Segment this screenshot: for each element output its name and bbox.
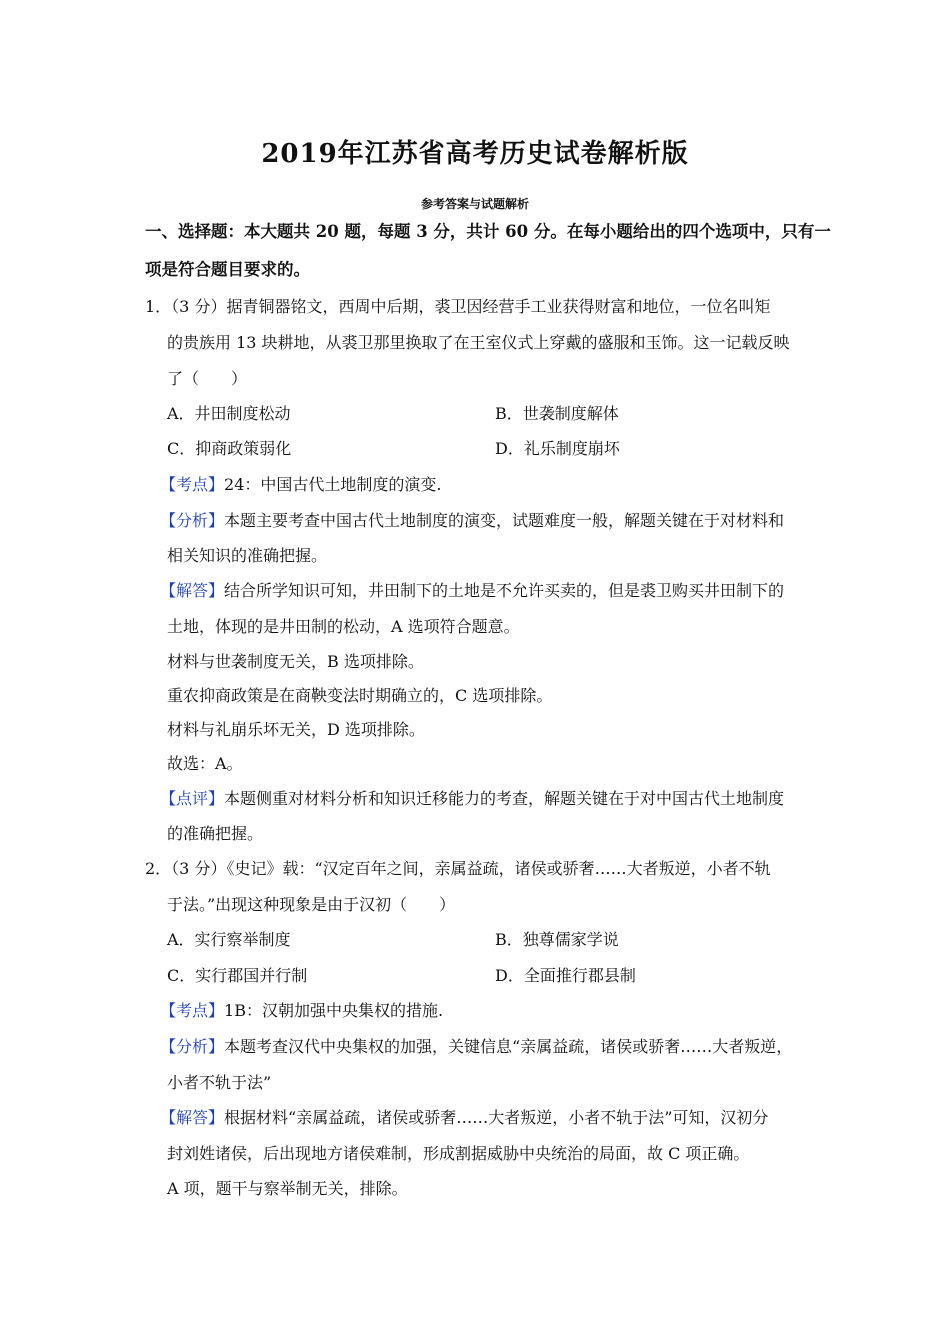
question-2-fenxi-cont: 小者不轨于法” — [167, 1073, 272, 1092]
question-1-stem-cont: 的贵族用 13 块耕地，从裘卫那里换取了在王室仪式上穿戴的盛服和玉饰。这一记载反映 — [167, 333, 790, 352]
jieda-text: 结合所学知识可知，井田制下的土地是不允许买卖的，但是裘卫购买井田制下的 — [224, 581, 785, 600]
question-1-dianping — [160, 789, 784, 809]
question-1-jieda — [160, 581, 784, 601]
question-2-option-b: B．独尊儒家学说 — [495, 930, 619, 949]
question-1-answer: 故选：A。 — [167, 754, 243, 773]
question-1-kaodian — [160, 475, 441, 495]
question-2-jieda — [160, 1108, 768, 1128]
question-1-jieda-line5: 材料与礼崩乐坏无关，D 选项排除。 — [167, 720, 425, 739]
question-2-kaodian — [160, 1001, 443, 1021]
jieda-tag: 【解答】 — [160, 581, 225, 600]
question-1-jieda-line3: 材料与世袭制度无关，B 选项排除。 — [167, 652, 424, 671]
question-2-stem-cont: 于法。”出现这种现象是由于汉初（ ） — [167, 895, 456, 914]
question-1-option-d: D．礼乐制度崩坏 — [495, 439, 620, 458]
section-heading: 一、选择题：本大题共 20 题，每题 3 分，共计 60 分。在每小题给出的四个选项中，只有一 — [145, 222, 831, 241]
question-1-fenxi-cont: 相关知识的准确把握。 — [167, 546, 328, 565]
section-heading-cont: 项是符合题目要求的。 — [145, 260, 310, 279]
question-1-stem: 1．（3 分）据青铜器铭文，西周中后期，裘卫因经营手工业获得财富和地位，一位名叫矩 — [145, 297, 771, 316]
question-1-option-b: B．世袭制度解体 — [495, 404, 619, 423]
fenxi-text: 本题考查汉代中央集权的加强，关键信息“亲属益疏，诸侯或骄奢……大者叛逆， — [224, 1037, 793, 1056]
question-1-option-a: A．井田制度松动 — [167, 404, 291, 423]
question-1-fenxi — [160, 511, 784, 531]
question-2-jieda-line3: A 项，题干与察举制无关，排除。 — [167, 1179, 408, 1198]
question-2-fenxi — [160, 1037, 792, 1057]
kaodian-text: 24：中国古代土地制度的演变. — [224, 475, 442, 494]
page-title: 2019年江苏省高考历史试卷解析版 — [261, 139, 689, 169]
dianping-text: 本题侧重对材料分析和知识迁移能力的考查，解题关键在于对中国古代土地制度 — [224, 789, 785, 808]
fenxi-text: 本题主要考查中国古代土地制度的演变，试题难度一般，解题关键在于对材料和 — [224, 511, 785, 530]
question-1-dianping-cont: 的准确把握。 — [167, 824, 264, 843]
kaodian-text: 1B：汉朝加强中央集权的措施. — [224, 1001, 444, 1020]
question-2-stem: 2．（3 分）《史记》载：“汉定百年之间，亲属益疏，诸侯或骄奢……大者叛逆，小者不轨 — [145, 859, 771, 878]
question-1-stem-end: 了（ ） — [167, 369, 248, 388]
question-1-option-c: C．抑商政策弱化 — [167, 439, 292, 458]
page-subtitle: 参考答案与试题解析 — [420, 197, 529, 211]
question-2-option-a: A．实行察举制度 — [167, 930, 291, 949]
question-1-jieda-line2: 土地，体现的是井田制的松动，A 选项符合题意。 — [167, 617, 520, 636]
jieda-tag: 【解答】 — [160, 1108, 225, 1127]
question-2-option-d: D．全面推行郡县制 — [495, 966, 636, 985]
dianping-tag: 【点评】 — [160, 789, 225, 808]
question-1-jieda-line4: 重农抑商政策是在商鞅变法时期确立的，C 选项排除。 — [167, 686, 553, 705]
question-2-jieda-line2: 封刘姓诸侯，后出现地方诸侯难制，形成割据威胁中央统治的局面，故 C 项正确。 — [167, 1144, 750, 1163]
kaodian-tag: 【考点】 — [160, 1001, 225, 1020]
question-2-option-c: C．实行郡国并行制 — [167, 966, 308, 985]
fenxi-tag: 【分析】 — [160, 511, 225, 530]
fenxi-tag: 【分析】 — [160, 1037, 225, 1056]
kaodian-tag: 【考点】 — [160, 475, 225, 494]
jieda-text: 根据材料“亲属益疏，诸侯或骄奢……大者叛逆，小者不轨于法”可知，汉初分 — [224, 1108, 769, 1127]
